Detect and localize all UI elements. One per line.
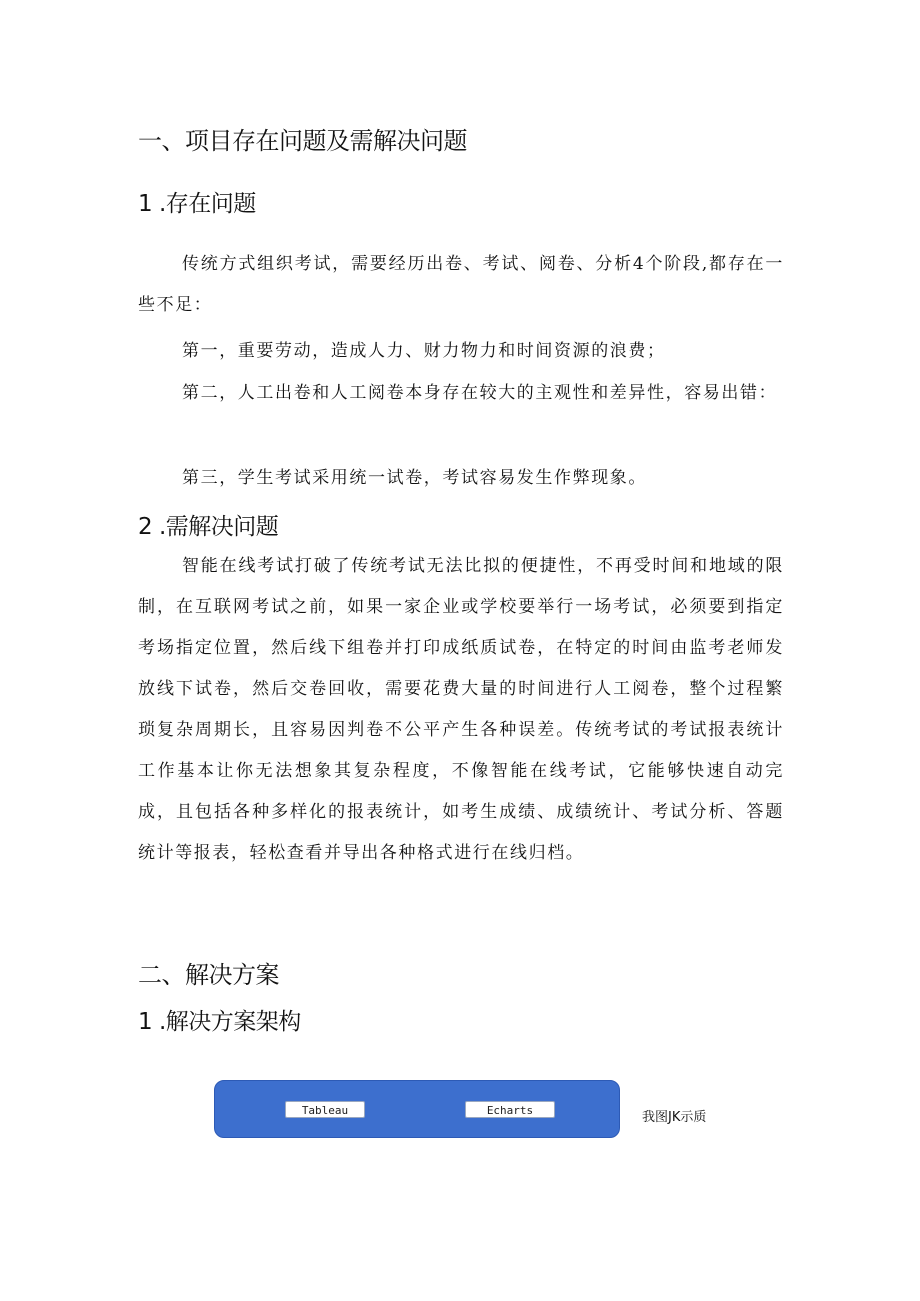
section-2-heading: 二、解决方案: [138, 961, 279, 989]
paragraph-intro: 传统方式组织考试，需要经历出卷、考试、阅卷、分析4个阶段,都存在一些不足：: [138, 254, 784, 315]
paragraph-point-3: 第三，学生考试采用统一试卷，考试容易发生作弊现象。: [182, 468, 647, 488]
diagram-side-label: 我图JK示质: [642, 1110, 707, 1125]
subsection-2-1-heading: 1 .解决方案架构: [138, 1009, 301, 1035]
diagram-box-echarts: Echarts: [465, 1101, 555, 1118]
subsection-1-1-heading: 1 .存在问题: [138, 191, 256, 217]
subsection-1-2-heading: 2 .需解决问题: [138, 514, 279, 540]
paragraph-problems: 智能在线考试打破了传统考试无法比拟的便捷性，不再受时间和地域的限制，在互联网考试之前，如果一家企业或学校要举行一场考试，必须要到指定考场指定位置，然后线下组卷并打印成纸质试卷，在特定的时间由监考老师发放线下试卷，然后交卷回收，需要花费大量的时间进行人工阅卷，整个过程繁琐复杂周期长，且容易因判卷不公平产生各种误差。传统考试的考试报表统计工作基本让你无法想象其复杂程度，不像智能在线考试，它能够快速自动完成，且包括各种多样化的报表统计，如考生成绩、成绩统计、考试分析、答题统计等报表，轻松查看并导出各种格式进行在线归档。: [138, 556, 784, 863]
paragraph-point-1: 第一，重要劳动，造成人力、财力物力和时间资源的浪费；: [182, 341, 666, 361]
diagram-box-tableau: Tableau: [285, 1101, 365, 1118]
paragraph-point-2: 第二，人工出卷和人工阅卷本身存在较大的主观性和差异性，容易出错：: [182, 383, 778, 403]
section-1-heading: 一、项目存在问题及需解决问题: [138, 127, 467, 155]
architecture-diagram: [214, 1080, 620, 1138]
